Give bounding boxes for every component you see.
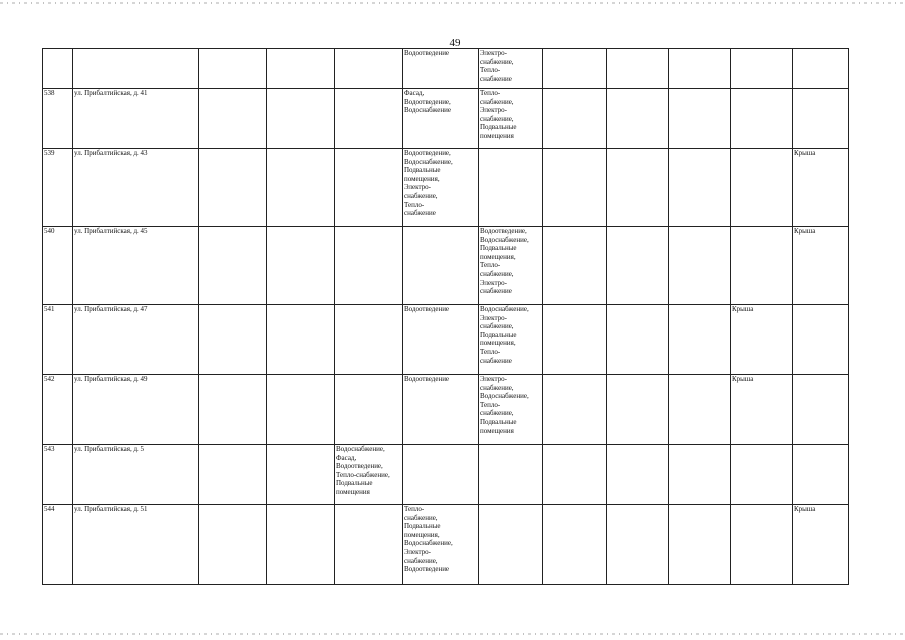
- works-cell: [793, 49, 849, 89]
- empty-cell: [669, 505, 731, 585]
- empty-cell: [543, 305, 607, 375]
- empty-cell: [607, 227, 669, 305]
- repair-schedule-table: [42, 48, 849, 585]
- works-cell: [335, 375, 403, 445]
- empty-cell: [267, 89, 335, 149]
- table-row: [43, 49, 849, 89]
- works-cell: [335, 505, 403, 585]
- empty-cell: [607, 49, 669, 89]
- empty-cell: [607, 149, 669, 227]
- row-number: 540: [43, 227, 73, 305]
- empty-cell: [669, 227, 731, 305]
- works-cell: Водоснабжение, Электро- снабжение, Подвальные помещения, Тепло- снабжение: [479, 305, 543, 375]
- empty-cell: [543, 445, 607, 505]
- table-row: [43, 149, 849, 227]
- page-number: 49: [449, 37, 461, 49]
- empty-cell: [607, 505, 669, 585]
- empty-cell: [199, 505, 267, 585]
- address-cell: [73, 49, 199, 89]
- works-cell: [403, 227, 479, 305]
- empty-cell: [669, 49, 731, 89]
- works-cell: Водоотведение, Водоснабжение, Подвальные помещения, Электро- снабжение, Тепло- снабжение: [403, 149, 479, 227]
- works-cell: [731, 89, 793, 149]
- empty-cell: [267, 49, 335, 89]
- empty-cell: [267, 445, 335, 505]
- works-cell: Водоотведение: [403, 375, 479, 445]
- row-number: 541: [43, 305, 73, 375]
- empty-cell: [199, 375, 267, 445]
- table-row: [43, 89, 849, 149]
- works-cell: [335, 149, 403, 227]
- works-cell: Фасад, Водоотведение, Водоснабжение: [403, 89, 479, 149]
- works-cell: Крыша: [793, 227, 849, 305]
- row-number: 544: [43, 505, 73, 585]
- works-cell: Водоснабжение, Фасад, Водоотведение, Тепло-снабжение, Подвальные помещения: [335, 445, 403, 505]
- empty-cell: [669, 89, 731, 149]
- works-cell: Электро- снабжение, Тепло- снабжение: [479, 49, 543, 89]
- works-cell: [479, 505, 543, 585]
- works-cell: Водоотведение: [403, 305, 479, 375]
- table-row: [43, 445, 849, 505]
- works-cell: [731, 49, 793, 89]
- empty-cell: [669, 445, 731, 505]
- address-cell: ул. Прибалтийская, д. 5: [73, 445, 199, 505]
- works-cell: [335, 89, 403, 149]
- empty-cell: [199, 227, 267, 305]
- table-row: [43, 227, 849, 305]
- works-cell: Крыша: [793, 505, 849, 585]
- empty-cell: [199, 149, 267, 227]
- works-cell: [793, 305, 849, 375]
- row-number: 542: [43, 375, 73, 445]
- scan-artifact-top: [0, 2, 905, 4]
- works-cell: Крыша: [793, 149, 849, 227]
- works-cell: [731, 227, 793, 305]
- empty-cell: [543, 89, 607, 149]
- works-cell: [479, 149, 543, 227]
- empty-cell: [543, 149, 607, 227]
- works-cell: [731, 445, 793, 505]
- empty-cell: [543, 505, 607, 585]
- empty-cell: [669, 375, 731, 445]
- works-cell: [335, 227, 403, 305]
- works-cell: [731, 505, 793, 585]
- table-row: [43, 305, 849, 375]
- address-cell: ул. Прибалтийская, д. 45: [73, 227, 199, 305]
- row-number: 543: [43, 445, 73, 505]
- empty-cell: [607, 305, 669, 375]
- empty-cell: [267, 227, 335, 305]
- empty-cell: [543, 375, 607, 445]
- address-cell: ул. Прибалтийская, д. 41: [73, 89, 199, 149]
- empty-cell: [267, 375, 335, 445]
- empty-cell: [199, 445, 267, 505]
- scan-artifact-bottom: [0, 633, 905, 635]
- empty-cell: [199, 89, 267, 149]
- row-number: 538: [43, 89, 73, 149]
- works-cell: [731, 149, 793, 227]
- address-cell: ул. Прибалтийская, д. 47: [73, 305, 199, 375]
- works-cell: [335, 49, 403, 89]
- works-cell: [793, 89, 849, 149]
- row-number: 539: [43, 149, 73, 227]
- address-cell: ул. Прибалтийская, д. 51: [73, 505, 199, 585]
- empty-cell: [199, 49, 267, 89]
- address-cell: ул. Прибалтийская, д. 43: [73, 149, 199, 227]
- works-cell: Тепло- снабжение, Электро- снабжение, Подвальные помещения: [479, 89, 543, 149]
- works-cell: [403, 445, 479, 505]
- works-cell: Водоотведение: [403, 49, 479, 89]
- table-row: [43, 375, 849, 445]
- works-cell: Крыша: [731, 305, 793, 375]
- empty-cell: [607, 445, 669, 505]
- empty-cell: [607, 89, 669, 149]
- row-number: [43, 49, 73, 89]
- empty-cell: [543, 227, 607, 305]
- empty-cell: [267, 305, 335, 375]
- works-cell: [335, 305, 403, 375]
- address-cell: ул. Прибалтийская, д. 49: [73, 375, 199, 445]
- works-cell: Электро- снабжение, Водоснабжение, Тепло- снабжение, Подвальные помещения: [479, 375, 543, 445]
- table-row: [43, 505, 849, 585]
- works-cell: [793, 375, 849, 445]
- works-cell: Водоотведение, Водоснабжение, Подвальные помещения, Тепло- снабжение, Электро- снабжение: [479, 227, 543, 305]
- works-cell: [479, 445, 543, 505]
- works-cell: Тепло- снабжение, Подвальные помещения, Водоснабжение, Электро- снабжение, Водоотведение: [403, 505, 479, 585]
- empty-cell: [267, 149, 335, 227]
- empty-cell: [669, 305, 731, 375]
- empty-cell: [199, 305, 267, 375]
- empty-cell: [543, 49, 607, 89]
- empty-cell: [607, 375, 669, 445]
- empty-cell: [267, 505, 335, 585]
- works-cell: [793, 445, 849, 505]
- works-cell: Крыша: [731, 375, 793, 445]
- empty-cell: [669, 149, 731, 227]
